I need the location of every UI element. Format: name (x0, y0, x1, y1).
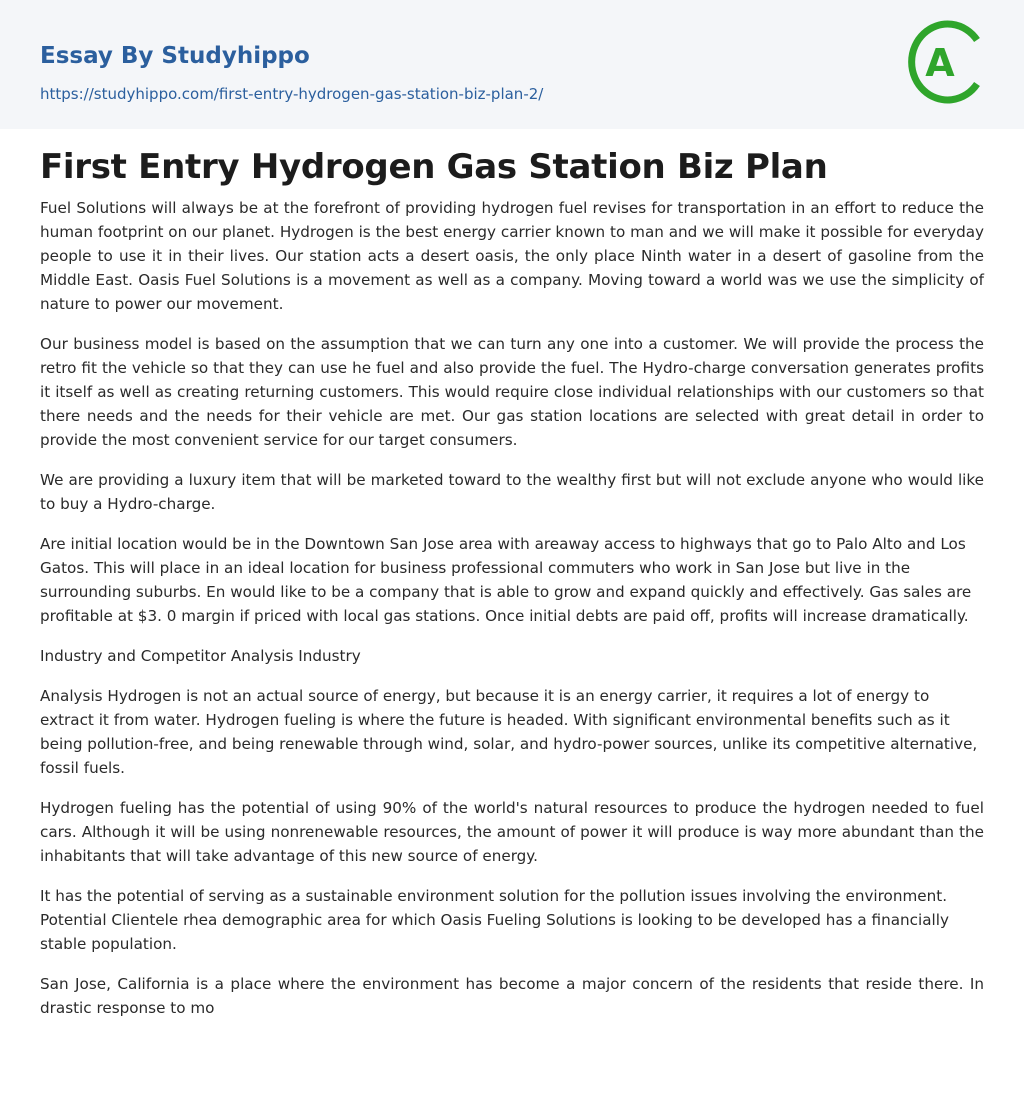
article-paragraph: We are providing a luxury item that will be marketed toward to the wealthy first but will not exclude anyone who would like to buy a Hydro-charge. (40, 471, 984, 513)
article-title: First Entry Hydrogen Gas Station Biz Plan (40, 147, 828, 187)
article-paragraph: Analysis Hydrogen is not an actual source of energy, but because it is an energy carrier, it requires a lot of energy to extract it from water. Hydrogen fueling is where the future is headed. With significant environmental benefits such as it being pollution-free, and being renewable through wind, solar, and hydro-power sources, unlike its competitive alternative, fossil fuels. (40, 687, 978, 777)
site-header (0, 0, 1024, 129)
article-paragraph: Are initial location would be in the Downtown San Jose area with areaway access to highways that go to Palo Alto and Los Gatos. This will place in an ideal location for business professional commuters who work in San Jose but live in the surrounding suburbs. En would like to be a company that is able to grow and expand quickly and effectively. Gas sales are profitable at $3. 0 margin if priced with local gas stations. Once initial debts are paid off, profits will increase dramatically. (40, 535, 972, 625)
section-heading: Industry and Competitor Analysis Industry (40, 647, 361, 665)
article-paragraph: It has the potential of serving as a sustainable environment solution for the pollution issues involving the environment. Potential Clientele rhea demographic area for which Oasis Fueling Solutions is looking to be developed has a financially stable population. (40, 887, 949, 953)
article-url-link[interactable]: https://studyhippo.com/first-entry-hydrogen-gas-station-biz-plan-2/ (40, 85, 544, 103)
studyhippo-logo-icon[interactable] (906, 18, 990, 106)
logo-letter: A (925, 41, 955, 85)
article-paragraph: Fuel Solutions will always be at the forefront of providing hydrogen fuel revises for transportation in an effort to reduce the human footprint on our planet. Hydrogen is the best energy carrier known to man and we will make it possible for everyday people to use it in their lives. Our station acts a desert oasis, the only place Ninth water in a desert of gasoline from the Middle East. Oasis Fuel Solutions is a movement as well as a company. Moving toward a world was we use the simplicity of nature to power our movement. (40, 199, 984, 313)
article-paragraph: Hydrogen fueling has the potential of using 90% of the world's natural resources to produce the hydrogen needed to fuel cars. Although it will be using nonrenewable resources, the amount of power it will produce is way more abundant than the inhabitants that will take advantage of this new source of energy. (40, 799, 984, 865)
article-content (40, 142, 984, 1020)
site-title[interactable]: Essay By Studyhippo (40, 43, 310, 69)
article-paragraph: Our business model is based on the assumption that we can turn any one into a customer. We will provide the process the retro fit the vehicle so that they can use he fuel and also provide the fuel. The Hydro-charge conversation generates profits it itself as well as creating returning customers. This would require close individual relationships with our customers so that there needs and the needs for their vehicle are met. Our gas station locations are selected with great detail in order to provide the most convenient service for our target consumers. (40, 335, 984, 449)
article-paragraph: San Jose, California is a place where the environment has become a major concern of the residents that reside there. In drastic response to mo (40, 975, 984, 1017)
